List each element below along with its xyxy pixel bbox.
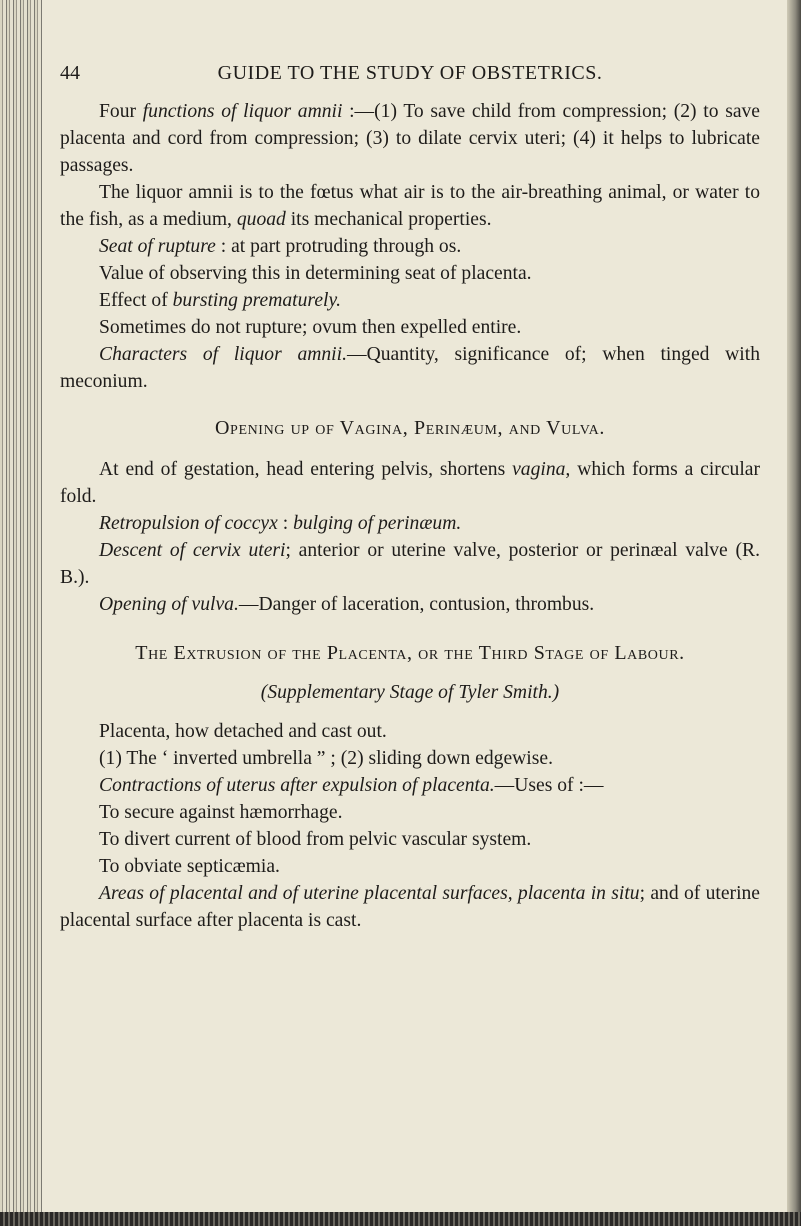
page-number: 44 (60, 62, 80, 84)
page-header (60, 60, 760, 98)
paragraph-placenta-detached: Placenta, how detached and cast out. (99, 721, 387, 742)
paragraph-contractions: Contractions of uterus after expulsion of placenta.—Uses of :— (99, 775, 604, 796)
paragraph-retropulsion: Retropulsion of coccyx : bulging of perinæum. (99, 513, 462, 534)
book-gutter-edge (0, 0, 42, 1226)
paragraph-end-of-gestation: At end of gestation, head entering pelvis, shortens vagina, which forms a circular fold. (60, 459, 760, 507)
section-heading-third-stage: The Extrusion of the Placenta, or the Third Stage of Labour. (135, 642, 685, 664)
paragraph-divert: To divert current of blood from pelvic vascular system. (99, 829, 532, 850)
paragraph-effect: Effect of bursting prematurely. (99, 290, 341, 311)
book-page (60, 60, 760, 934)
paragraph-functions: Four functions of liquor amnii :—(1) To save child from compression; (2) to save placenta and cord from compression; (3) to dilate cervix uteri; (4) it helps to lubricate passages. (60, 101, 761, 176)
section-heading-opening-up: Opening up of Vagina, Perinæum, and Vulva. (215, 417, 605, 439)
page-bottom-edge (0, 1212, 801, 1226)
paragraph-areas: Areas of placental and of uterine placental surfaces, placenta in situ; and of uterine placental surface after placenta is cast. (60, 883, 761, 931)
section-subheading: (Supplementary Stage of Tyler Smith.) (260, 682, 560, 703)
running-head: GUIDE TO THE STUDY OF OBSTETRICS. (217, 62, 603, 84)
paragraph-haemorrhage: To secure against hæmorrhage. (99, 802, 343, 823)
paragraph-umbrella: (1) The ‘ inverted umbrella ” ; (2) sliding down edgewise. (99, 748, 553, 769)
paragraph-medium: The liquor amnii is to the fœtus what air is to the air-breathing animal, or water to the fish, as a medium, quoad its mechanical properties. (60, 182, 760, 230)
paragraph-seat-of-rupture: Seat of rupture : at part protruding through os. (99, 236, 462, 257)
page-right-edge (787, 0, 801, 1226)
paragraph-opening-vulva: Opening of vulva.—Danger of laceration, contusion, thrombus. (99, 594, 595, 615)
paragraph-septicaemia: To obviate septicæmia. (99, 856, 280, 877)
paragraph-descent: Descent of cervix uteri; anterior or uterine valve, posterior or perinæal valve (R. B.). (60, 540, 760, 588)
paragraph-value: Value of observing this in determining seat of placenta. (99, 263, 532, 284)
paragraph-characters: Characters of liquor amnii.—Quantity, significance of; when tinged with meconium. (60, 344, 760, 392)
paragraph-sometimes: Sometimes do not rupture; ovum then expelled entire. (99, 317, 522, 338)
